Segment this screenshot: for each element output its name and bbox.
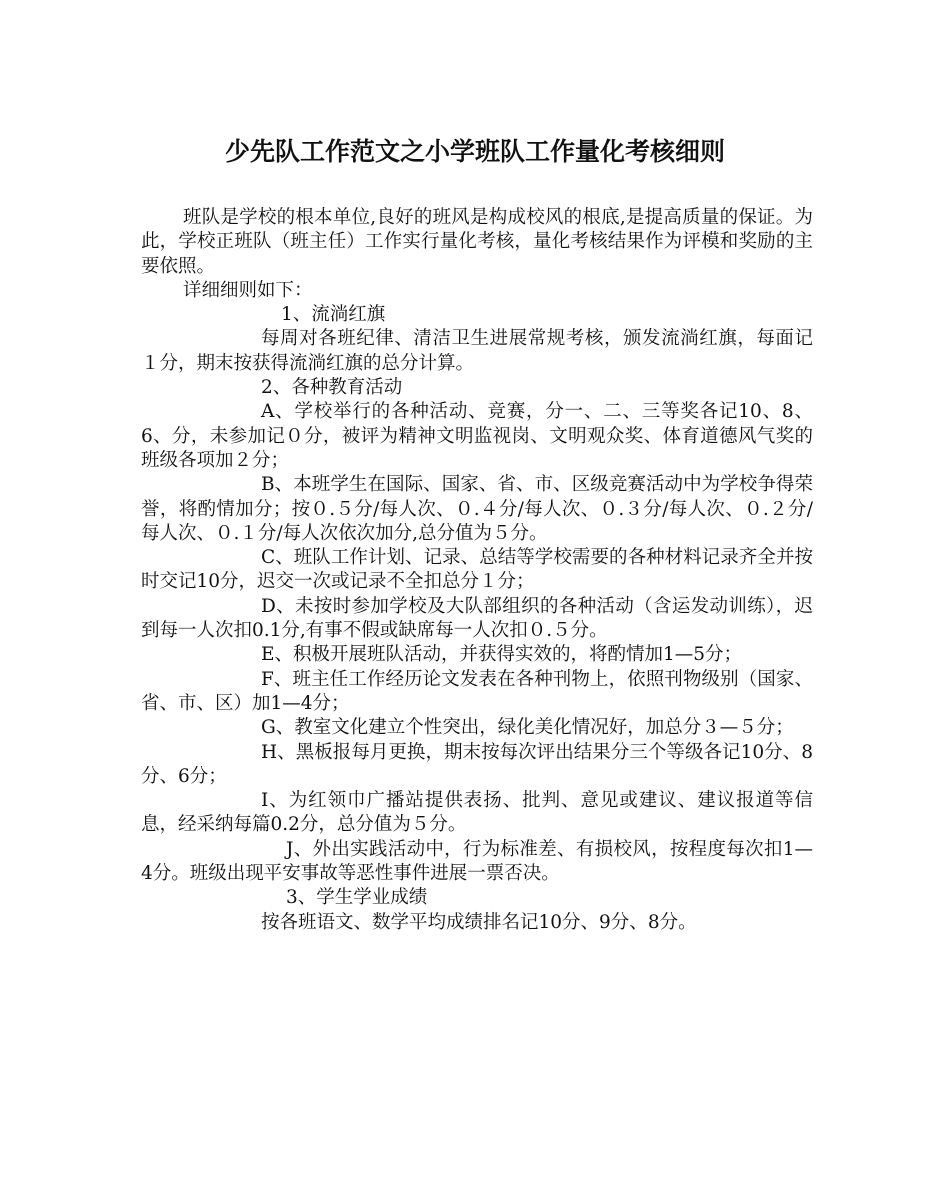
item-f: F、班主任工作经历论文发表在各种刊物上，依照刊物级别（国家、省、市、区）加1—4分；	[141, 668, 813, 714]
item-i: I、为红领巾广播站提供表扬、批判、意见或建议、建议报道等信息，经采纳每篇0.2分，总分值为５分。	[141, 790, 813, 836]
paragraph-academics: 按各班语文、数学平均成绩排名记10分、9分、8分。	[261, 911, 697, 933]
item-c: C、班队工作计划、记录、总结等学校需要的各种材料记录齐全并按时交记10分，迟交一次或记录不全扣总分１分；	[141, 547, 813, 593]
item-a: A、学校举行的各种活动、竞赛，分一、二、三等奖各记10、8、6、分，未参加记０分，被评为精神文明监视岗、文明观众奖、体育道德风气奖的班级各项加２分；	[141, 401, 813, 471]
item-h: H、黑板报每月更换，期末按每次评出结果分三个等级各记10分、8分、6分；	[141, 741, 813, 787]
document-body	[141, 206, 813, 935]
section-heading-academics: 3、学生学业成绩	[286, 887, 428, 909]
item-d: D、未按时参加学校及大队部组织的各种活动（含运发动训练），迟到每一人次扣0.1分,有事不假或缺席每一人次扣０.５分。	[141, 595, 813, 642]
intro-paragraph: 班队是学校的根本单位,良好的班风是构成校风的根底,是提高质量的保证。为此，学校正班队（班主任）工作实行量化考核，量化考核结果作为评模和奖励的主要依照。	[141, 207, 813, 277]
item-b: B、本班学生在国际、国家、省、市、区级竞赛活动中为学校争得荣誉，将酌情加分；按０.５分/每人次、０.４分/每人次、０.３分/每人次、０.２分/每人次、０.１分/每人次依次加分,总分值为５分。	[141, 474, 813, 544]
item-e: E、积极开展班队活动，并获得实效的，将酌情加1—5分；	[261, 644, 743, 666]
details-lead: 详细细则如下：	[183, 279, 313, 301]
section-heading-activities: 2、各种教育活动	[261, 377, 403, 399]
section-heading-red-flag: 1、流淌红旗	[281, 304, 386, 326]
item-g: G、教室文化建立个性突出，绿化美化情况好，加总分３—５分；	[261, 717, 794, 739]
document-title: 少先队工作范文之小学班队工作量化考核细则	[224, 137, 725, 166]
item-j: J、外出实践活动中，行为标准差、有损校风，按程度每次扣1—4分。班级出现平安事故等恶性事件进展一票否决。	[141, 838, 813, 885]
paragraph-red-flag: 每周对各班纪律、清洁卫生进展常规考核，颁发流淌红旗，每面记１分，期末按获得流淌红旗的总分计算。	[141, 328, 813, 374]
